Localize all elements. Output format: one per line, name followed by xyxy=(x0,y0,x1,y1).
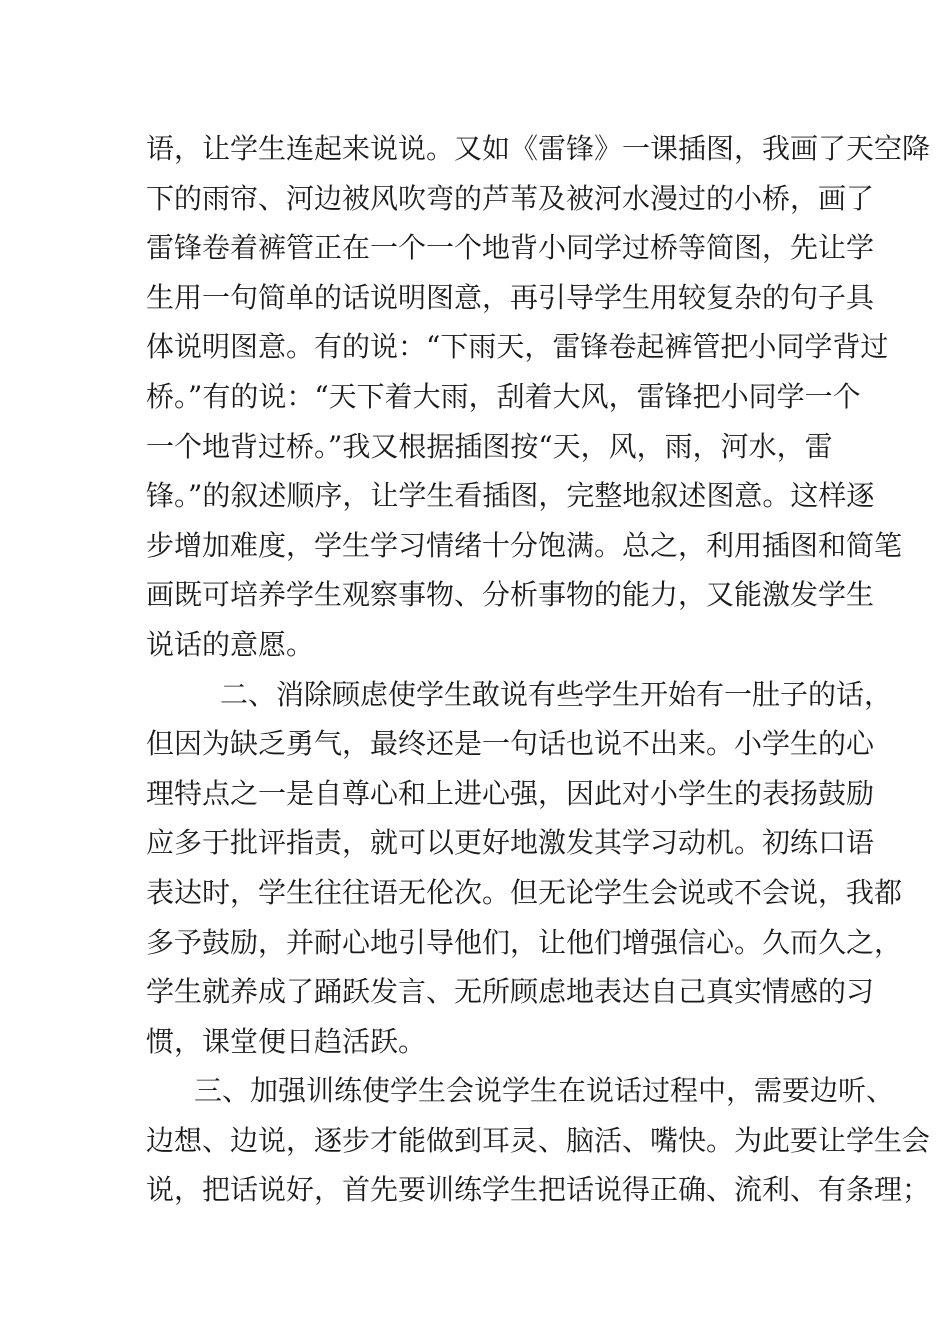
text-line: 雷锋卷着裤管正在一个一个地背小同学过桥等简图，先让学 xyxy=(146,231,875,265)
section-heading-line: 三、加强训练使学生会说学生在说话过程中，需要边听、 xyxy=(194,1074,895,1108)
text-line: 体说明图意。有的说：“下雨天，雷锋卷起裤管把小同学背过 xyxy=(146,330,889,364)
text-line: 锋。”的叙述顺序，让学生看插图，完整地叙述图意。这样逐 xyxy=(146,479,875,513)
text-line: 但因为缺乏勇气，最终还是一句话也说不出来。小学生的心 xyxy=(146,727,875,761)
paragraph-remove-worries xyxy=(146,670,903,1067)
text-line: 桥。”有的说：“天下着大雨，刮着大风，雷锋把小同学一个 xyxy=(146,379,861,413)
text-line: 说，把话说好，首先要训练学生把话说得正确、流利、有条理； xyxy=(146,1173,931,1207)
text-line: 理特点之一是自尊心和上进心强，因此对小学生的表扬鼓励 xyxy=(146,776,875,810)
section-heading-line: 二、消除顾虑使学生敢说有些学生开始有一肚子的话， xyxy=(220,677,893,711)
text-line: 多予鼓励，并耐心地引导他们，让他们增强信心。久而久之， xyxy=(146,925,903,959)
text-line: 边想、边说，逐步才能做到耳灵、脑活、嘴快。为此要让学生会 xyxy=(146,1123,931,1157)
text-line: 应多于批评指责，就可以更好地激发其学习动机。初练口语 xyxy=(146,826,875,860)
text-line: 语，让学生连起来说说。又如《雷锋》一课插图，我画了天空降 xyxy=(146,132,931,165)
paragraph-strengthen-training xyxy=(146,1066,931,1215)
body-text xyxy=(146,124,931,1215)
text-line: 生用一句简单的话说明图意，再引导学生用较复杂的句子具 xyxy=(146,280,875,314)
text-line: 画既可培养学生观察事物、分析事物的能力，又能激发学生 xyxy=(146,578,875,612)
text-line: 说话的意愿。 xyxy=(146,627,315,661)
text-line: 表达时，学生往往语无伦次。但无论学生会说或不会说，我都 xyxy=(146,875,903,909)
paragraph-illustration-method xyxy=(146,124,931,670)
text-line: 惯，课堂便日趋活跃。 xyxy=(146,1024,427,1058)
text-line: 步增加难度，学生学习情绪十分饱满。总之，利用插图和简笔 xyxy=(146,528,903,562)
text-line: 一个地背过桥。”我又根据插图按“天，风，雨，河水，雷 xyxy=(146,429,833,463)
text-line: 下的雨帘、河边被风吹弯的芦苇及被河水漫过的小桥，画了 xyxy=(146,181,875,215)
text-line: 学生就养成了踊跃发言、无所顾虑地表达自己真实情感的习 xyxy=(146,975,875,1009)
